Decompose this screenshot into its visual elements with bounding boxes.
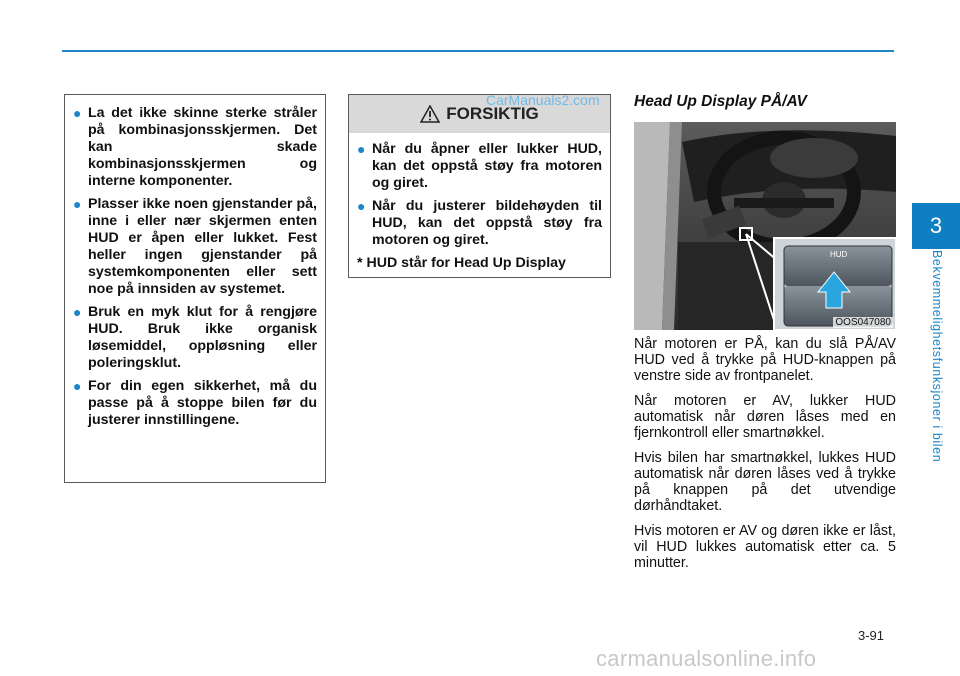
list-item: ● Når du justerer bildehøyden til HUD, kan det oppstå støy fra motoren og giret. bbox=[357, 198, 602, 248]
chapter-number: 3 bbox=[929, 213, 943, 238]
list-item: ● Når du åpner eller lukker HUD, kan det oppstå støy fra motoren og giret. bbox=[357, 141, 602, 191]
paragraph: Når motoren er PÅ, kan du slå PÅ/AV HUD ved å trykke på HUD-knappen på venstre side av frontpanelet. bbox=[634, 336, 896, 384]
chapter-tab bbox=[912, 203, 960, 249]
dashboard-illustration bbox=[634, 122, 896, 330]
dashboard-photo bbox=[634, 122, 896, 330]
list-item: ● Plasser ikke noen gjenstander på, inne i eller nær skjermen enten HUD er åpen eller lukket. Fest heller ingen gjenstander på systemkomponenten eller sett noe på innsiden av systemet. bbox=[73, 196, 317, 297]
caution-list bbox=[357, 141, 602, 249]
bullet-icon: ● bbox=[73, 196, 82, 212]
section-title: Head Up Display PÅ/AV bbox=[634, 93, 807, 110]
page-number: 3-91 bbox=[858, 628, 885, 643]
footer-site: carmanualsonline.info bbox=[596, 646, 817, 671]
caution-title: FORSIKTIG bbox=[446, 104, 539, 123]
bullet-icon: ● bbox=[73, 105, 82, 121]
paragraph: Hvis motoren er AV og døren ikke er låst, vil HUD lukkes automatisk etter ca. 5 minutter. bbox=[634, 523, 896, 571]
caution-footnote: * HUD står for Head Up Display bbox=[357, 255, 566, 271]
image-code: OOS047080 bbox=[835, 317, 891, 328]
hud-button-label: HUD bbox=[830, 250, 848, 259]
paragraph: Hvis bilen har smartnøkkel, lukkes HUD automatisk når døren låses ved å trykke på knappen på det utvendige dørhåndtaket. bbox=[634, 450, 896, 514]
warning-triangle-icon bbox=[420, 105, 440, 123]
bullet-icon: ● bbox=[357, 198, 366, 214]
notice-list bbox=[73, 105, 317, 429]
bullet-icon: ● bbox=[73, 304, 82, 320]
list-item: ● Bruk en myk klut for å rengjøre HUD. Bruk ikke organisk løsemiddel, oppløsning eller poleringsklut. bbox=[73, 304, 317, 371]
list-item: ● La det ikke skinne sterke stråler på kombinasjonsskjermen. Det kan skade kombinasjonsskjermen og interne komponenter. bbox=[73, 105, 317, 189]
caution-box bbox=[348, 94, 611, 278]
notice-box bbox=[64, 94, 326, 483]
paragraph: Når motoren er AV, lukker HUD automatisk når døren låses med en fjernkontroll eller smartnøkkel. bbox=[634, 393, 896, 441]
bullet-icon: ● bbox=[73, 378, 82, 394]
bullet-icon: ● bbox=[357, 141, 366, 157]
chapter-label: Bekvemmelighetsfunksjoner i bilen bbox=[930, 250, 944, 463]
header-rule bbox=[62, 50, 894, 52]
section-body bbox=[634, 336, 896, 580]
watermark: CarManuals2.com bbox=[486, 92, 600, 108]
list-item: ● For din egen sikkerhet, må du passe på å stoppe bilen før du justerer innstillingene. bbox=[73, 378, 317, 428]
